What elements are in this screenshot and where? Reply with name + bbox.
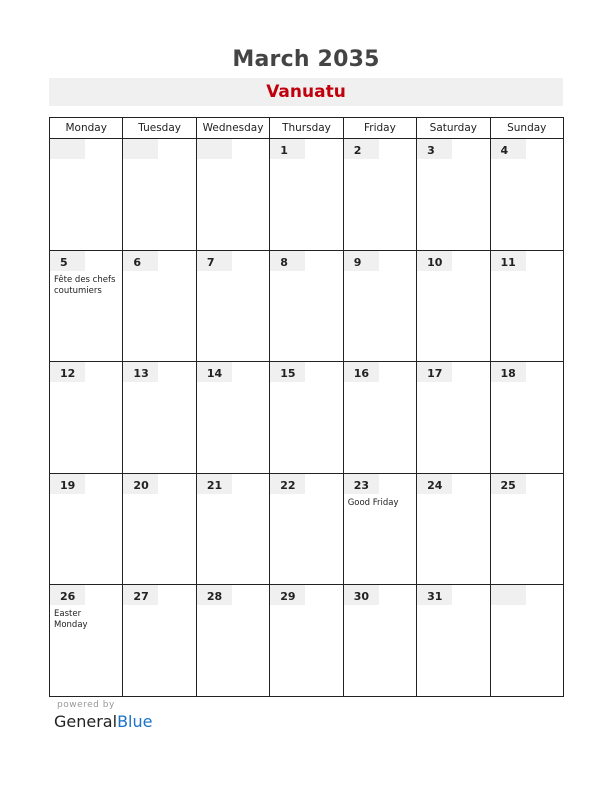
day-cell[interactable] [50, 585, 123, 697]
day-cell[interactable] [417, 250, 490, 362]
day-cell[interactable] [50, 473, 123, 585]
powered-by-text: powered by [57, 700, 115, 710]
day-number: 17 [417, 362, 452, 382]
holiday-label: Easter Monday [54, 609, 88, 630]
day-cell[interactable] [417, 362, 490, 474]
day-number: 4 [491, 139, 526, 159]
day-cell[interactable] [270, 585, 343, 697]
day-number: 6 [123, 251, 158, 271]
weekday-header: Wednesday [196, 118, 269, 139]
day-cell[interactable] [270, 250, 343, 362]
day-cell[interactable] [343, 362, 416, 474]
day-number: 3 [417, 139, 452, 159]
day-number: 8 [270, 251, 305, 271]
day-cell[interactable] [417, 585, 490, 697]
day-cell[interactable] [343, 139, 416, 251]
day-cell[interactable] [123, 362, 196, 474]
day-number: 30 [344, 585, 379, 605]
day-cell[interactable] [417, 473, 490, 585]
day-number: 13 [123, 362, 158, 382]
day-number: 14 [197, 362, 232, 382]
day-number [197, 139, 232, 159]
day-cell[interactable] [490, 585, 563, 697]
day-cell[interactable] [50, 250, 123, 362]
day-number: 10 [417, 251, 452, 271]
day-cell[interactable] [490, 250, 563, 362]
day-number: 5 [50, 251, 85, 271]
day-number: 26 [50, 585, 85, 605]
day-number: 28 [197, 585, 232, 605]
page-title: March 2035 [232, 47, 380, 72]
week-row [50, 250, 564, 362]
holiday-label: Good Friday [347, 497, 399, 508]
weekday-header: Friday [343, 118, 416, 139]
day-number: 18 [491, 362, 526, 382]
day-number: 20 [123, 474, 158, 494]
weekday-header: Sunday [490, 118, 563, 139]
day-cell[interactable] [196, 585, 269, 697]
day-number: 9 [344, 251, 379, 271]
weekday-header: Saturday [417, 118, 490, 139]
day-cell[interactable] [123, 139, 196, 251]
day-cell[interactable] [196, 139, 269, 251]
week-row [50, 585, 564, 697]
weekday-header: Tuesday [123, 118, 196, 139]
day-cell[interactable] [490, 139, 563, 251]
brand-general: General [54, 712, 118, 731]
day-cell[interactable] [270, 139, 343, 251]
week-row [50, 139, 564, 251]
day-cell[interactable] [50, 362, 123, 474]
day-cell[interactable] [490, 362, 563, 474]
weekday-header: Monday [50, 118, 123, 139]
day-cell[interactable] [123, 585, 196, 697]
day-cell[interactable] [270, 473, 343, 585]
day-cell[interactable] [196, 362, 269, 474]
holiday-label: Fête des chefs coutumiers [54, 274, 116, 296]
weekday-header: Thursday [270, 118, 343, 139]
brand-blue: Blue [117, 712, 153, 731]
day-cell[interactable] [343, 250, 416, 362]
day-number: 24 [417, 474, 452, 494]
day-cell[interactable] [196, 473, 269, 585]
calendar-grid [49, 117, 564, 697]
day-number [123, 139, 158, 159]
day-number: 19 [50, 474, 85, 494]
day-number: 7 [197, 251, 232, 271]
day-number: 11 [491, 251, 526, 271]
day-cell[interactable] [123, 473, 196, 585]
week-row [50, 473, 564, 585]
day-number: 22 [270, 474, 305, 494]
day-number [491, 585, 526, 605]
day-number: 31 [417, 585, 452, 605]
day-cell[interactable] [123, 250, 196, 362]
day-number [50, 139, 85, 159]
day-number: 15 [270, 362, 305, 382]
day-cell[interactable] [270, 362, 343, 474]
day-cell[interactable] [50, 139, 123, 251]
day-number: 29 [270, 585, 305, 605]
day-number: 21 [197, 474, 232, 494]
day-number: 25 [491, 474, 526, 494]
day-number: 12 [50, 362, 85, 382]
day-number: 2 [344, 139, 379, 159]
weekday-header-row [50, 118, 564, 139]
country-name: Vanuatu [49, 78, 563, 106]
day-number: 27 [123, 585, 158, 605]
brand-logo[interactable] [54, 712, 152, 731]
day-cell[interactable] [343, 473, 416, 585]
day-number: 1 [270, 139, 305, 159]
day-cell[interactable] [417, 139, 490, 251]
day-number: 16 [344, 362, 379, 382]
day-cell[interactable] [196, 250, 269, 362]
day-cell[interactable] [343, 585, 416, 697]
day-number: 23 [344, 474, 379, 494]
week-row [50, 362, 564, 474]
day-cell[interactable] [490, 473, 563, 585]
